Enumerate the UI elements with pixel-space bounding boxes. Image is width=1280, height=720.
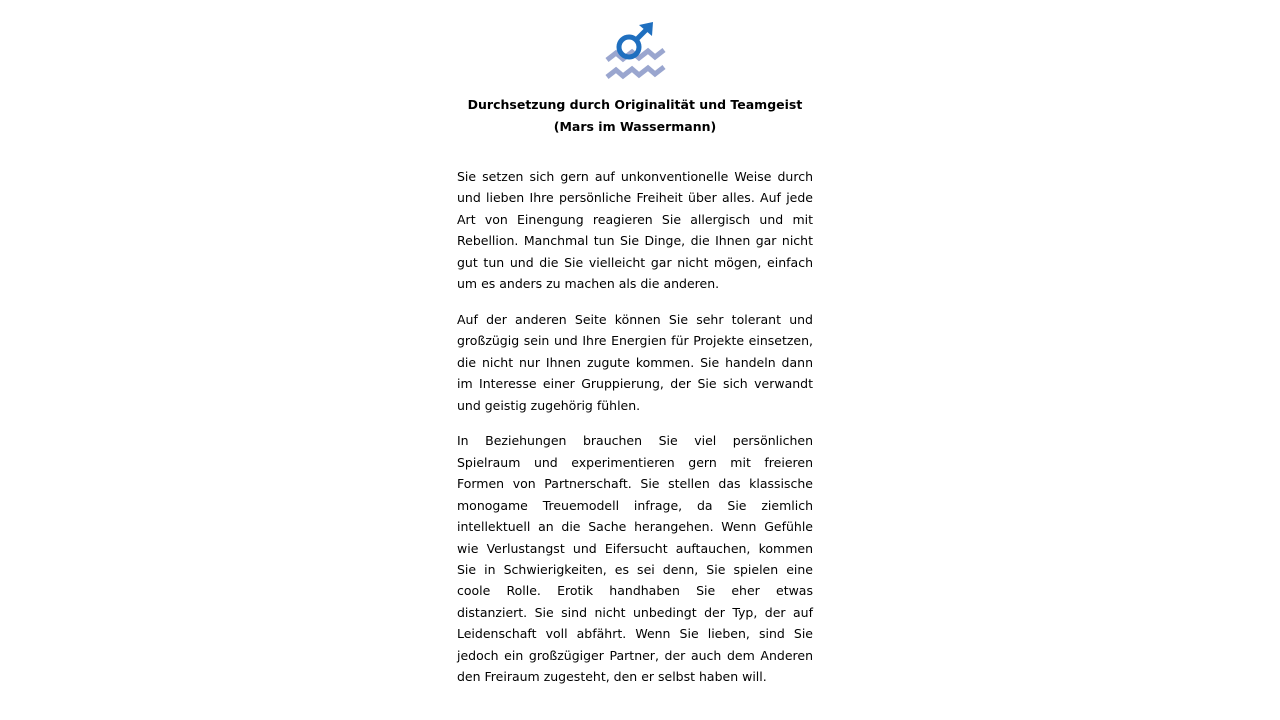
paragraph-2: Auf der anderen Seite können Sie sehr tolerant und großzügig sein und Ihre Energien für Projekte einsetzen, die nicht nur Ihnen zugute kommen. Sie handeln dann im Interesse einer Gruppierung, der Sie sich verwandt und geistig zugehörig fühlen. — [457, 311, 813, 413]
title-line-1: Durchsetzung durch Originalität und Teamgeist — [467, 97, 803, 112]
aquarius-wave-lower — [607, 67, 664, 77]
mars-aquarius-glyph — [605, 20, 667, 82]
paragraph-1: Sie setzen sich gern auf unkonventionelle Weise durch und lieben Ihre persönliche Freiheit über alles. Auf jede Art von Einengung reagieren Sie allergisch und mit Rebellion. Manchmal tun Sie Dinge, die Ihnen gar nicht gut tun und die Sie vielleicht gar nicht mögen, einfach um es anders zu machen als die anderen. — [457, 169, 813, 292]
page-title — [447, 94, 823, 137]
mars-in-aquarius-icon — [605, 20, 667, 82]
paragraph-3: In Beziehungen brauchen Sie viel persönlichen Spielraum und experimentieren gern mit freieren Formen von Partnerschaft. Sie stellen das klassische monogame Treuemodell infrage, da Sie ziemlich intellektuell an die Sache herangehen. Wenn Gefühle wie Verlustangst und Eifersucht auftauchen, kommen Sie in Schwierigkeiten, es sei denn, Sie spielen eine coole Rolle. Erotik handhaben Sie eher etwas distanziert. Sie sind nicht unbedingt der Typ, der auf Leidenschaft voll abfährt. Wenn Sie lieben, sind Sie jedoch ein großzügiger Partner, der auch dem Anderen den Freiraum zugesteht, den er selbst haben will. — [457, 433, 813, 684]
title-line-2: (Mars im Wassermann) — [553, 118, 717, 134]
body-text — [457, 166, 813, 702]
